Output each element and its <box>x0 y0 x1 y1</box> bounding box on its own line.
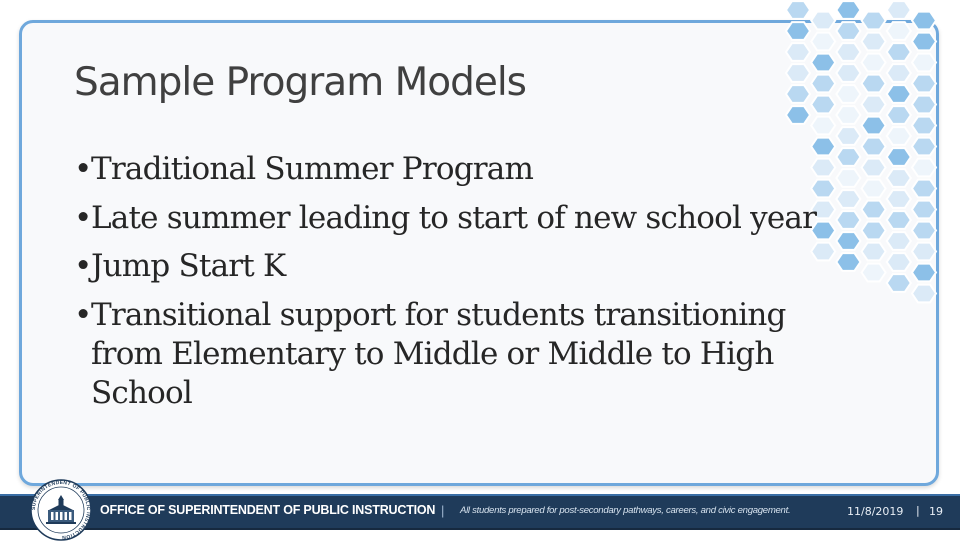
hexagon-tile <box>912 96 936 114</box>
hexagon-tile <box>912 222 936 240</box>
hexagon-tile <box>887 64 911 82</box>
hexagon-tile <box>912 117 936 135</box>
hexagon-tile <box>862 12 886 30</box>
hexagon-tile <box>912 201 936 219</box>
hexagon-tile <box>912 75 936 93</box>
hexagon-tile <box>887 43 911 61</box>
hexagon-tile <box>912 264 936 282</box>
hexagon-tile <box>887 22 911 40</box>
bullet-item: • Late summer leading to start of new school year <box>74 199 874 238</box>
hexagon-tile <box>887 253 911 271</box>
hexagon-tile <box>862 33 886 51</box>
footer-date: 11/8/2019 <box>847 505 904 518</box>
hexagon-tile <box>887 1 911 19</box>
hexagon-tile <box>887 85 911 103</box>
hexagon-tile <box>811 54 835 72</box>
hexagon-tile <box>836 64 860 82</box>
hexagon-tile <box>912 138 936 156</box>
bullet-list <box>74 150 874 422</box>
hexagon-tile <box>786 106 810 124</box>
hexagon-tile <box>811 12 835 30</box>
hexagon-tile <box>862 75 886 93</box>
hexagon-tile <box>887 148 911 166</box>
hexagon-tile <box>862 117 886 135</box>
footer-organization: OFFICE OF SUPERINTENDENT OF PUBLIC INSTRUCTION <box>100 503 436 517</box>
hexagon-tile <box>912 159 936 177</box>
hexagon-tile <box>912 243 936 261</box>
hexagon-tile <box>786 22 810 40</box>
hexagon-tile <box>836 43 860 61</box>
hexagon-tile <box>887 190 911 208</box>
hexagon-tile <box>887 127 911 145</box>
hexagon-tile <box>836 127 860 145</box>
hexagon-tile <box>811 33 835 51</box>
hexagon-tile <box>887 106 911 124</box>
hexagon-tile <box>862 96 886 114</box>
footer-page-separator: | <box>916 504 920 517</box>
hexagon-tile <box>912 285 936 303</box>
footer-bar <box>0 494 960 530</box>
hexagon-tile <box>887 169 911 187</box>
svg-text:SUPERINTENDENT OF PUBLIC INSTR: SUPERINTENDENT OF PUBLIC INSTRUCTION <box>30 479 92 541</box>
hexagon-tile <box>811 117 835 135</box>
bullet-item: • Traditional Summer Program <box>74 150 874 189</box>
footer-page-number: 19 <box>929 505 943 518</box>
hexagon-tile <box>811 96 835 114</box>
hexagon-tile <box>786 85 810 103</box>
hexagon-tile <box>912 180 936 198</box>
state-seal-icon <box>30 479 92 541</box>
footer-divider: | <box>441 503 445 518</box>
hexagon-tile <box>887 211 911 229</box>
bullet-item: • Transitional support for students transitioning from Elementary to Middle or Middle to High School <box>74 296 826 413</box>
hexagon-tile <box>887 274 911 292</box>
slide-title: Sample Program Models <box>74 60 526 105</box>
hexagon-tile <box>836 22 860 40</box>
hexagon-tile <box>836 1 860 19</box>
hexagon-tile <box>912 33 936 51</box>
footer-tagline: All students prepared for post-secondary pathways, careers, and civic engagement. <box>460 505 791 516</box>
hexagon-tile <box>912 12 936 30</box>
hexagon-tile <box>786 43 810 61</box>
hexagon-tile <box>786 1 810 19</box>
bullet-item: • Jump Start K <box>74 247 874 286</box>
hexagon-tile <box>836 85 860 103</box>
hexagon-tile <box>836 106 860 124</box>
hexagon-tile <box>887 232 911 250</box>
hexagon-tile <box>912 54 936 72</box>
hexagon-tile <box>786 64 810 82</box>
hexagon-tile <box>862 54 886 72</box>
hexagon-tile <box>811 75 835 93</box>
